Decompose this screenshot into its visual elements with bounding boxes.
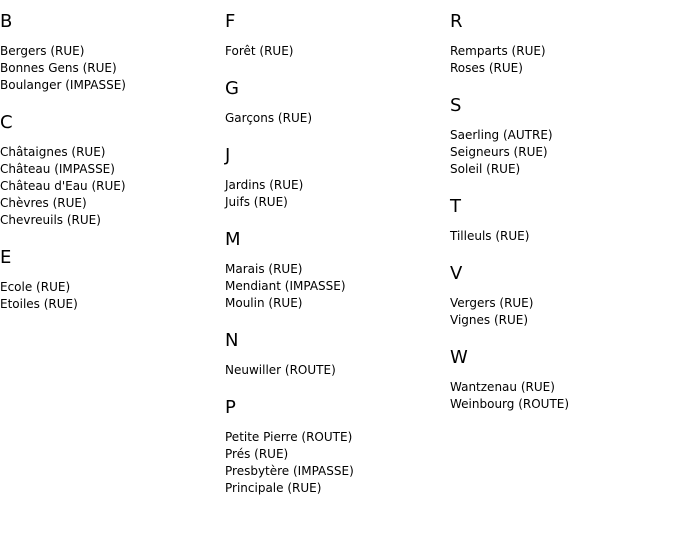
street-link[interactable]: Vergers (RUE) — [450, 296, 534, 310]
index-column-3 — [450, 11, 670, 431]
street-item — [450, 60, 670, 77]
street-link[interactable]: Vignes (RUE) — [450, 313, 529, 327]
letter-group-g — [225, 78, 445, 127]
street-item — [225, 110, 445, 127]
street-list — [225, 429, 445, 497]
street-item — [225, 446, 445, 463]
street-link[interactable]: Bergers (RUE) — [0, 44, 85, 58]
street-link[interactable]: Presbytère (IMPASSE) — [225, 464, 354, 478]
street-item — [0, 77, 220, 94]
street-item — [225, 362, 445, 379]
street-item — [225, 43, 445, 60]
street-link[interactable]: Marais (RUE) — [225, 262, 303, 276]
letter-group-r — [450, 11, 670, 77]
street-link[interactable]: Chèvres (RUE) — [0, 196, 87, 210]
letter-heading: S — [450, 95, 462, 116]
street-list — [0, 144, 220, 229]
street-item — [450, 379, 670, 396]
letter-heading: B — [0, 11, 13, 32]
street-item — [225, 278, 445, 295]
street-item — [225, 429, 445, 446]
street-link[interactable]: Weinbourg (ROUTE) — [450, 397, 570, 411]
street-list — [0, 279, 220, 313]
street-link[interactable]: Ecole (RUE) — [0, 280, 71, 294]
letter-group-e — [0, 247, 220, 313]
letter-group-c — [0, 112, 220, 229]
letter-heading: M — [225, 229, 241, 250]
street-item — [450, 295, 670, 312]
street-link[interactable]: Petite Pierre (ROUTE) — [225, 430, 353, 444]
street-item — [225, 177, 445, 194]
index-column-2 — [225, 11, 445, 515]
letter-heading: V — [450, 263, 463, 284]
street-list — [225, 261, 445, 312]
street-item — [225, 261, 445, 278]
street-item — [0, 279, 220, 296]
street-link[interactable]: Garçons (RUE) — [225, 111, 312, 125]
letter-group-j — [225, 145, 445, 211]
letter-heading: N — [225, 330, 239, 351]
street-link[interactable]: Etoiles (RUE) — [0, 297, 78, 311]
street-link[interactable]: Chevreuils (RUE) — [0, 213, 101, 227]
street-list — [450, 379, 670, 413]
letter-group-n — [225, 330, 445, 379]
street-link[interactable]: Moulin (RUE) — [225, 296, 303, 310]
street-list — [450, 228, 670, 245]
letter-group-b — [0, 11, 220, 94]
street-link[interactable]: Bonnes Gens (RUE) — [0, 61, 117, 75]
letter-heading: T — [450, 196, 461, 217]
letter-heading: R — [450, 11, 463, 32]
street-list — [450, 43, 670, 77]
street-link[interactable]: Soleil (RUE) — [450, 162, 521, 176]
letter-heading: P — [225, 397, 236, 418]
street-link[interactable]: Principale (RUE) — [225, 481, 322, 495]
street-link[interactable]: Boulanger (IMPASSE) — [0, 78, 126, 92]
street-link[interactable]: Prés (RUE) — [225, 447, 289, 461]
street-item — [450, 312, 670, 329]
street-link[interactable]: Juifs (RUE) — [225, 195, 288, 209]
letter-group-w — [450, 347, 670, 413]
street-link[interactable]: Saerling (AUTRE) — [450, 128, 553, 142]
street-item — [450, 144, 670, 161]
street-item — [0, 43, 220, 60]
street-item — [0, 195, 220, 212]
street-link[interactable]: Roses (RUE) — [450, 61, 523, 75]
letter-group-s — [450, 95, 670, 178]
street-list — [0, 43, 220, 94]
street-item — [450, 228, 670, 245]
street-item — [450, 127, 670, 144]
letter-group-v — [450, 263, 670, 329]
street-item — [450, 396, 670, 413]
street-item — [0, 296, 220, 313]
letter-group-m — [225, 229, 445, 312]
index-column-1 — [0, 11, 220, 331]
street-item — [225, 194, 445, 211]
street-list — [225, 177, 445, 211]
street-link[interactable]: Tilleuls (RUE) — [450, 229, 530, 243]
street-link[interactable]: Seigneurs (RUE) — [450, 145, 548, 159]
street-list — [225, 362, 445, 379]
street-link[interactable]: Châtaignes (RUE) — [0, 145, 106, 159]
street-item — [225, 463, 445, 480]
street-item — [0, 212, 220, 229]
letter-heading: W — [450, 347, 468, 368]
letter-group-f — [225, 11, 445, 60]
street-link[interactable]: Château d'Eau (RUE) — [0, 179, 126, 193]
street-link[interactable]: Jardins (RUE) — [225, 178, 304, 192]
street-list — [450, 295, 670, 329]
letter-heading: G — [225, 78, 239, 99]
street-link[interactable]: Mendiant (IMPASSE) — [225, 279, 346, 293]
street-link[interactable]: Wantzenau (RUE) — [450, 380, 555, 394]
letter-heading: F — [225, 11, 236, 32]
street-item — [450, 43, 670, 60]
letter-group-p — [225, 397, 445, 497]
street-link[interactable]: Forêt (RUE) — [225, 44, 294, 58]
street-item — [0, 144, 220, 161]
street-item — [225, 480, 445, 497]
street-item — [225, 295, 445, 312]
letter-group-t — [450, 196, 670, 245]
letter-heading: C — [0, 112, 13, 133]
street-item — [450, 161, 670, 178]
letter-heading: J — [225, 145, 231, 166]
street-item — [0, 178, 220, 195]
street-list — [225, 43, 445, 60]
street-link[interactable]: Neuwiller (ROUTE) — [225, 363, 336, 377]
street-link[interactable]: Remparts (RUE) — [450, 44, 546, 58]
street-item — [0, 60, 220, 77]
street-list — [450, 127, 670, 178]
street-item — [0, 161, 220, 178]
street-link[interactable]: Château (IMPASSE) — [0, 162, 115, 176]
letter-heading: E — [0, 247, 12, 268]
street-list — [225, 110, 445, 127]
